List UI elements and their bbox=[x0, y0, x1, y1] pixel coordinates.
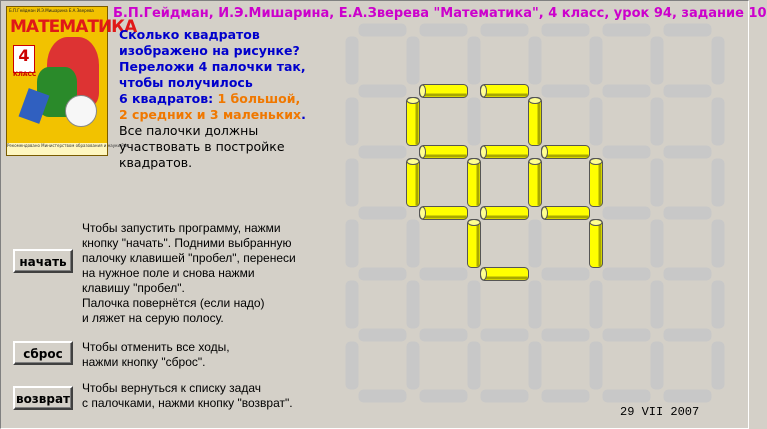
task-line: Сколько квадратов bbox=[119, 27, 260, 42]
slot-horizontal[interactable] bbox=[359, 390, 407, 403]
slot-horizontal[interactable] bbox=[603, 146, 651, 159]
matchstick-shade bbox=[421, 155, 467, 158]
slot-horizontal[interactable] bbox=[359, 146, 407, 159]
matchstick-shade bbox=[482, 94, 528, 97]
slot-vertical[interactable] bbox=[346, 98, 359, 146]
matchstick-end bbox=[420, 85, 426, 97]
task-medium-small: 2 средних и 3 маленьких bbox=[119, 107, 302, 122]
matchstick-end bbox=[407, 159, 419, 165]
slot-horizontal[interactable] bbox=[359, 24, 407, 37]
slot-vertical[interactable] bbox=[651, 98, 664, 146]
slot-vertical[interactable] bbox=[407, 342, 420, 390]
task-line: Переложи 4 палочки так, bbox=[119, 59, 306, 74]
matchstick-end bbox=[529, 98, 541, 104]
task-line bbox=[119, 91, 339, 107]
slot-horizontal[interactable] bbox=[481, 24, 529, 37]
slot-horizontal[interactable] bbox=[664, 207, 712, 220]
slot-horizontal[interactable] bbox=[603, 390, 651, 403]
start-hint bbox=[82, 221, 296, 326]
reset-button[interactable]: сброс bbox=[13, 341, 73, 365]
matchstick-shade bbox=[482, 277, 528, 280]
slot-vertical[interactable] bbox=[529, 220, 542, 268]
slot-vertical[interactable] bbox=[407, 281, 420, 329]
matchstick-end bbox=[542, 146, 548, 158]
matchstick-end bbox=[529, 159, 541, 165]
slot-horizontal[interactable] bbox=[420, 268, 468, 281]
matchstick-end bbox=[420, 207, 426, 219]
hint-line: кнопку "начать". Подними выбранную bbox=[82, 236, 292, 250]
task-line: изображено на рисунке? bbox=[119, 43, 300, 58]
task-line: чтобы получилось bbox=[119, 75, 253, 90]
slot-horizontal[interactable] bbox=[420, 329, 468, 342]
task-line bbox=[119, 107, 339, 123]
slot-vertical[interactable] bbox=[346, 281, 359, 329]
matchstick-shade bbox=[482, 155, 528, 158]
slot-vertical[interactable] bbox=[590, 342, 603, 390]
slot-vertical[interactable] bbox=[468, 37, 481, 85]
matchstick-end bbox=[590, 159, 602, 165]
cover-bottom-strip: Рекомендовано Министерством образования и науки РФ bbox=[7, 143, 107, 155]
slot-vertical[interactable] bbox=[346, 220, 359, 268]
slot-vertical[interactable] bbox=[651, 220, 664, 268]
back-hint bbox=[82, 381, 293, 411]
slot-horizontal[interactable] bbox=[542, 24, 590, 37]
slot-horizontal[interactable] bbox=[542, 329, 590, 342]
matchstick-shade bbox=[538, 160, 541, 206]
hint-line: Чтобы отменить все ходы, bbox=[82, 340, 230, 354]
slot-vertical[interactable] bbox=[712, 220, 725, 268]
hint-line: нажми кнопку "сброс". bbox=[82, 355, 206, 369]
slot-vertical[interactable] bbox=[712, 342, 725, 390]
slot-vertical[interactable] bbox=[712, 98, 725, 146]
matchstick-shade bbox=[421, 94, 467, 97]
reset-hint bbox=[82, 340, 230, 370]
slot-vertical[interactable] bbox=[529, 37, 542, 85]
hint-line: Чтобы запустить программу, нажми bbox=[82, 221, 281, 235]
task-squares-count: 6 квадратов: bbox=[119, 91, 218, 106]
date-label: 29 VII 2007 bbox=[620, 405, 700, 419]
matchstick-end bbox=[590, 220, 602, 226]
matchstick-shade bbox=[416, 99, 419, 145]
slot-horizontal[interactable] bbox=[603, 207, 651, 220]
cover-grade-word: КЛАСС bbox=[13, 71, 37, 78]
matchstick-shade bbox=[482, 216, 528, 219]
slot-vertical[interactable] bbox=[529, 342, 542, 390]
slot-horizontal[interactable] bbox=[359, 268, 407, 281]
matchstick-end bbox=[407, 98, 419, 104]
slot-horizontal[interactable] bbox=[664, 85, 712, 98]
start-button[interactable]: начать bbox=[13, 249, 73, 273]
slot-horizontal[interactable] bbox=[481, 329, 529, 342]
slot-vertical[interactable] bbox=[346, 342, 359, 390]
slot-vertical[interactable] bbox=[346, 159, 359, 207]
slot-vertical[interactable] bbox=[468, 342, 481, 390]
slot-vertical[interactable] bbox=[651, 342, 664, 390]
slot-vertical[interactable] bbox=[651, 159, 664, 207]
slot-vertical[interactable] bbox=[346, 37, 359, 85]
task-period: . bbox=[301, 107, 306, 122]
slot-vertical[interactable] bbox=[590, 281, 603, 329]
slot-horizontal[interactable] bbox=[420, 24, 468, 37]
slot-vertical[interactable] bbox=[468, 281, 481, 329]
matchstick-shade bbox=[421, 216, 467, 219]
task-text bbox=[119, 27, 339, 171]
matchstick-shade bbox=[477, 160, 480, 206]
slot-vertical[interactable] bbox=[590, 98, 603, 146]
hint-line: палочку клавишей "пробел", перенеси bbox=[82, 251, 296, 265]
matchstick-board[interactable] bbox=[340, 20, 740, 392]
slot-vertical[interactable] bbox=[529, 281, 542, 329]
slot-horizontal[interactable] bbox=[542, 268, 590, 281]
matchstick-shade bbox=[543, 155, 589, 158]
hint-line: с палочками, нажми кнопку "возврат". bbox=[82, 396, 293, 410]
slot-vertical[interactable] bbox=[407, 220, 420, 268]
hint-line: на нужное поле и снова нажми bbox=[82, 266, 255, 280]
hint-line: клавишу "пробел". bbox=[82, 281, 185, 295]
cover-illustration-blue bbox=[19, 88, 50, 124]
slot-vertical[interactable] bbox=[468, 98, 481, 146]
back-button[interactable]: возврат bbox=[13, 386, 73, 410]
slot-vertical[interactable] bbox=[651, 281, 664, 329]
slot-horizontal[interactable] bbox=[359, 207, 407, 220]
hint-line: Чтобы вернуться к списку задач bbox=[82, 381, 262, 395]
matchstick-shade bbox=[538, 99, 541, 145]
cover-illustration-white bbox=[65, 95, 97, 127]
matchstick-end bbox=[481, 268, 487, 280]
matchstick-end bbox=[468, 159, 480, 165]
textbook-cover-image bbox=[6, 6, 137, 156]
task-big-square: 1 большой, bbox=[217, 91, 301, 106]
cover-authors: Б.П.Гейдман И.Э.Мишарина Е.А.Зверева bbox=[9, 8, 94, 13]
slot-horizontal[interactable] bbox=[542, 390, 590, 403]
page-title: Б.П.Гейдман, И.Э.Мишарина, Е.А.Зверева "Математика", 4 класс, урок 94, задание 10 bbox=[113, 6, 767, 21]
slot-horizontal[interactable] bbox=[481, 390, 529, 403]
slot-horizontal[interactable] bbox=[664, 329, 712, 342]
slot-horizontal[interactable] bbox=[664, 24, 712, 37]
task-line: квадратов. bbox=[119, 155, 193, 170]
cover-title: МАТЕМАТИКА bbox=[10, 17, 137, 37]
matchstick-end bbox=[481, 146, 487, 158]
slot-horizontal[interactable] bbox=[359, 329, 407, 342]
matchstick-end bbox=[468, 220, 480, 226]
matchstick-end bbox=[420, 146, 426, 158]
slot-horizontal[interactable] bbox=[603, 85, 651, 98]
matchstick-end bbox=[542, 207, 548, 219]
task-line: Все палочки должны bbox=[119, 123, 259, 138]
matchstick-shade bbox=[477, 221, 480, 267]
hint-line: и ляжет на серую полосу. bbox=[82, 311, 224, 325]
slot-horizontal[interactable] bbox=[603, 329, 651, 342]
matchstick-shade bbox=[416, 160, 419, 206]
cover-grade: 4 bbox=[13, 45, 35, 73]
matchstick-shade bbox=[599, 221, 602, 267]
slot-horizontal[interactable] bbox=[359, 85, 407, 98]
slot-vertical[interactable] bbox=[712, 159, 725, 207]
matchstick-end bbox=[481, 85, 487, 97]
slot-horizontal[interactable] bbox=[664, 146, 712, 159]
slot-vertical[interactable] bbox=[712, 281, 725, 329]
slot-vertical[interactable] bbox=[407, 37, 420, 85]
matchstick-end bbox=[481, 207, 487, 219]
hint-line: Палочка повернётся (если надо) bbox=[82, 296, 265, 310]
slot-vertical[interactable] bbox=[590, 37, 603, 85]
slot-vertical[interactable] bbox=[712, 37, 725, 85]
matchstick-shade bbox=[599, 160, 602, 206]
matchstick-shade bbox=[543, 216, 589, 219]
slot-horizontal[interactable] bbox=[542, 85, 590, 98]
slot-horizontal[interactable] bbox=[664, 268, 712, 281]
task-line: участвовать в постройке bbox=[119, 139, 285, 154]
slot-horizontal[interactable] bbox=[603, 268, 651, 281]
slot-vertical[interactable] bbox=[651, 37, 664, 85]
slot-horizontal[interactable] bbox=[603, 24, 651, 37]
slot-horizontal[interactable] bbox=[664, 390, 712, 403]
slot-horizontal[interactable] bbox=[420, 390, 468, 403]
